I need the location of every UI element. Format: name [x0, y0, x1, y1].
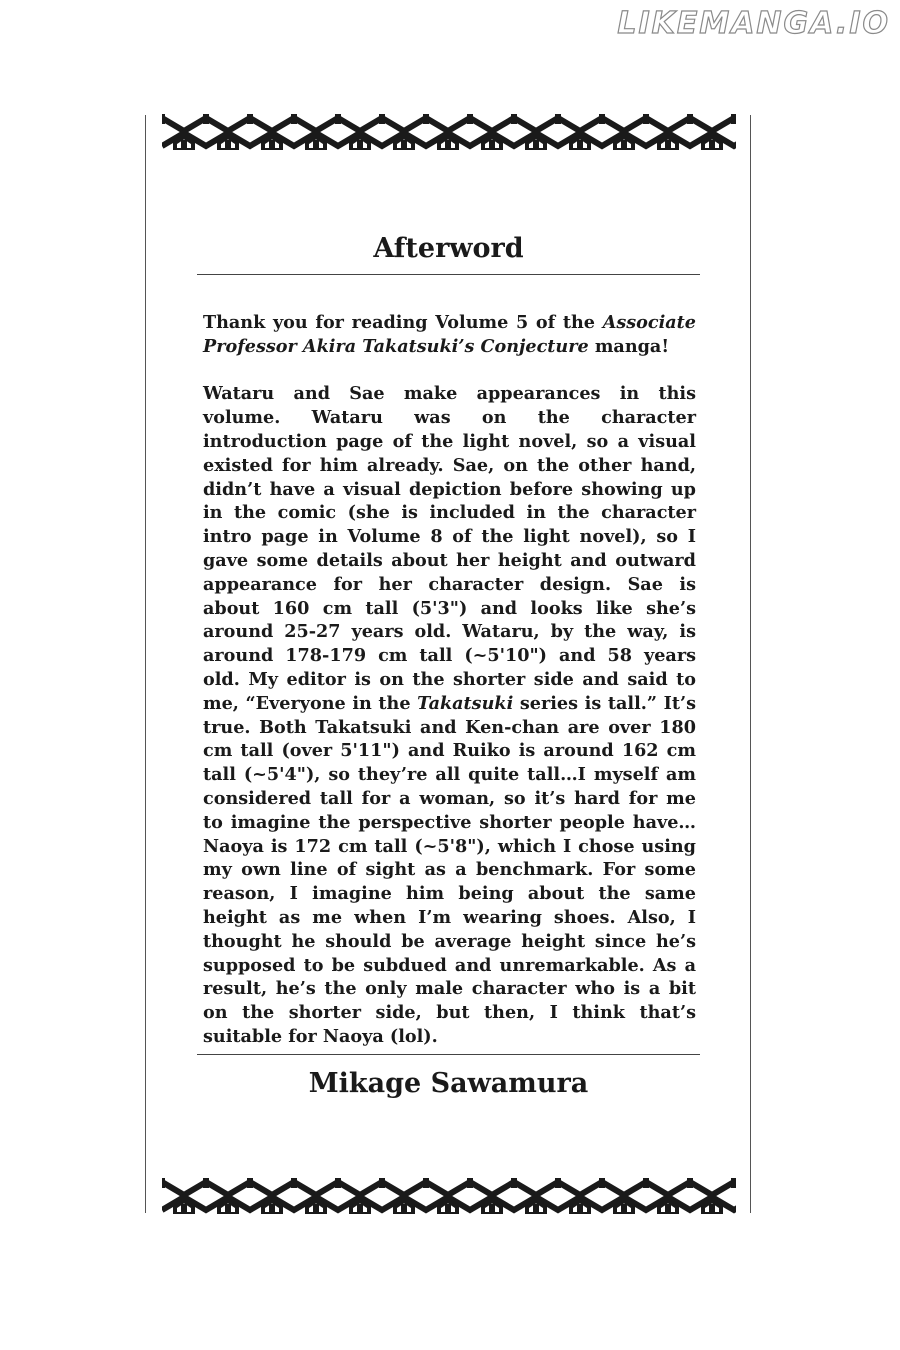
series-name: Takatsuki [417, 692, 514, 714]
site-watermark: LIKEMANGA.IO [617, 6, 890, 41]
paragraph-2-part-b: series is tall.” It’s true. Both Takatsuki and Ken-chan are over 180 cm tall (over 5'11") and Ruiko is around 162 cm tall (~5'4"), so they’re all quite tall…I myself am considered tall for a woman, so it’s hard for me to imagine the perspective shorter people have…Naoya is 172 cm tall (~5'8"), which I chose using my own line of sight as a benchmark. For some reason, I imagine him being about the same height as me when I’m wearing shoes. Also, I thought he should be average height since he’s supposed to be subdued and unremarkable. As a result, he’s the only male character who is a bit on the shorter side, but then, I think that’s suitable for Naoya (lol). [203, 692, 696, 1047]
paragraph-1-end: manga! [588, 335, 670, 357]
paragraph-2-part-a: Wataru and Sae make appearances in this volume. Wataru was on the character introduction page of the light novel, so a visual existed for him already. Sae, on the other hand, didn’t have a visual depiction before showing up in the comic (she is included in the character intro page in Volume 8 of the light novel), so I gave some details about her height and outward appearance for her character design. Sae is about 160 cm tall (5'3") and looks like she’s around 25-27 years old. Wataru, by the way, is around 178-179 cm tall (~5'10") and 58 years old. My editor is on the shorter side and said to me, “Everyone in the [203, 383, 696, 714]
page-title: Afterword [373, 233, 524, 264]
decorative-border-bottom [162, 1178, 736, 1214]
author-name: Mikage Sawamura [308, 1068, 589, 1099]
decorative-border-top [162, 114, 736, 150]
paragraph-2 [203, 382, 696, 1048]
afterword-body [203, 311, 696, 1049]
paragraph-1 [203, 311, 696, 359]
paragraph-1-start: Thank you for reading Volume 5 of the [203, 312, 603, 333]
series-title: Associate Professor Akira Takatsuki’s Conjecture [203, 312, 696, 357]
author-divider [197, 1054, 700, 1055]
title-divider [197, 274, 700, 275]
